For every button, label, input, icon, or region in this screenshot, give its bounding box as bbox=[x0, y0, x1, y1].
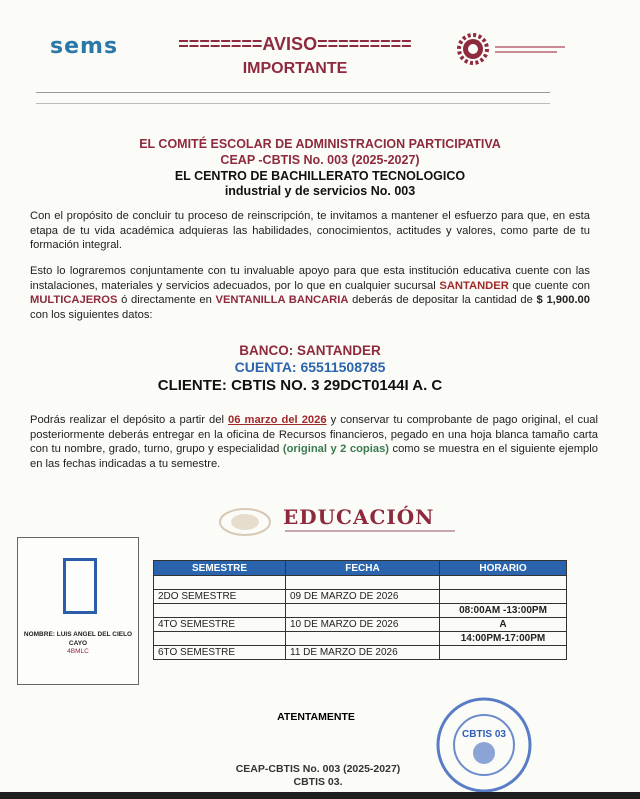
table-cell bbox=[440, 590, 567, 604]
table-cell bbox=[154, 576, 286, 590]
school-title: EL CENTRO DE BACHILLERATO TECNOLOGICO bbox=[174, 169, 466, 183]
header-horario: HORARIO bbox=[440, 561, 567, 576]
start-date: 06 marzo del 2026 bbox=[228, 414, 327, 426]
horario-cell: A bbox=[440, 618, 567, 632]
deposit-paragraph bbox=[30, 264, 590, 322]
footer-ceap: CEAP-CBTIS No. 003 (2025-2027) bbox=[235, 763, 401, 775]
header-fecha: FECHA bbox=[286, 561, 440, 576]
committee-title: EL COMITÉ ESCOLAR DE ADMINISTRACION PARTICIPATIVA bbox=[139, 137, 501, 151]
table-cell bbox=[286, 576, 440, 590]
horario-cell: 14:00PM-17:00PM bbox=[440, 632, 567, 646]
instructions-paragraph bbox=[30, 413, 598, 471]
text-span: que cuente con bbox=[508, 279, 590, 292]
gear-logo-icon bbox=[456, 32, 490, 66]
amount: $ 1,900.00 bbox=[536, 294, 590, 306]
photo-placeholder bbox=[63, 558, 97, 614]
semestre-cell: 6TO SEMESTRE bbox=[154, 646, 286, 660]
text-span: con los siguientes datos: bbox=[30, 308, 153, 321]
national-seal-icon bbox=[218, 507, 272, 537]
divider-line bbox=[36, 103, 550, 104]
text-span: Esto lo lograremos conjuntamente con tu invaluable apoyo para que esta institución educativa cuente con las instalaciones, materiales y servicios adecuados, por lo que en cualquier sucursal bbox=[30, 265, 590, 292]
table-header-row bbox=[154, 561, 567, 576]
table-row bbox=[154, 646, 567, 660]
text-span: y conservar tu comprobante de pago original, el cual posteriormente deberás entregar en la oficina de Recursos financieros, pegado en una hoja blanca tamaño carta con tu nombre, grado, turno, grupo y especialidad bbox=[30, 414, 598, 455]
importante-heading: IMPORTANTE bbox=[242, 60, 348, 77]
example-group: 4BMLC bbox=[67, 648, 89, 655]
schedule-table bbox=[153, 560, 567, 660]
semestre-cell: 4TO SEMESTRE bbox=[154, 618, 286, 632]
table-row bbox=[154, 604, 567, 618]
fecha-cell: 11 DE MARZO DE 2026 bbox=[286, 646, 440, 660]
table-row bbox=[154, 576, 567, 590]
svg-text:CBTIS 03: CBTIS 03 bbox=[462, 729, 506, 740]
footer-cbtis: CBTIS 03. bbox=[293, 776, 343, 788]
ceap-title: CEAP -CBTIS No. 003 (2025-2027) bbox=[220, 153, 420, 167]
intro-paragraph: Con el propósito de concluir tu proceso de reinscripción, te invitamos a mantener el esfuerzo para que, en esta etapa de tu vida académica adquieras las habilidades, conocimientos, actitudes y valores, como parte de tu formación integral. bbox=[30, 210, 590, 251]
santander-highlight: SANTANDER bbox=[439, 279, 509, 292]
header-semestre: SEMESTRE bbox=[154, 561, 286, 576]
sems-logo: sems bbox=[50, 34, 119, 59]
table-cell bbox=[154, 604, 286, 618]
table-cell bbox=[286, 632, 440, 646]
horario-cell: 08:00AM -13:00PM bbox=[440, 604, 567, 618]
semestre-cell: 2DO SEMESTRE bbox=[154, 590, 286, 604]
institution-logo-text-icon bbox=[495, 44, 567, 58]
bank-account: CUENTA: 65511508785 bbox=[234, 359, 386, 375]
copies-note: (original y 2 copias) bbox=[282, 443, 390, 455]
table-cell bbox=[440, 646, 567, 660]
text-span: como se muestra en el siguiente ejemplo en las fechas indicadas a tu semestre. bbox=[30, 443, 598, 470]
text-span: deberás de depositar la cantidad de bbox=[348, 294, 537, 306]
divider-line bbox=[36, 92, 550, 93]
table-cell bbox=[440, 576, 567, 590]
atentamente-label: ATENTAMENTE bbox=[277, 711, 355, 723]
educacion-subtitle-icon bbox=[285, 529, 485, 534]
fecha-cell: 10 DE MARZO DE 2026 bbox=[286, 618, 440, 632]
table-row bbox=[154, 590, 567, 604]
example-name: NOMBRE: LUIS ANGEL DEL CIELO CAYO bbox=[23, 631, 133, 647]
text-span: ó directamente en bbox=[117, 294, 216, 306]
bank-name: BANCO: SANTANDER bbox=[239, 343, 381, 358]
educacion-logo: EDUCACIÓN bbox=[283, 505, 435, 529]
table-row bbox=[154, 632, 567, 646]
multicajeros-highlight: MULTICAJEROS bbox=[30, 294, 118, 306]
bottom-edge bbox=[0, 792, 640, 799]
table-cell bbox=[154, 632, 286, 646]
table-row bbox=[154, 618, 567, 632]
aviso-heading: ========AVISO========= bbox=[178, 34, 412, 54]
fecha-cell: 09 DE MARZO DE 2026 bbox=[286, 590, 440, 604]
bank-client: CLIENTE: CBTIS NO. 3 29DCT0144I A. C bbox=[157, 377, 443, 394]
example-sheet bbox=[17, 537, 139, 685]
ventanilla-highlight: VENTANILLA BANCARIA bbox=[215, 294, 349, 306]
text-span: Podrás realizar el depósito a partir del bbox=[30, 414, 229, 426]
table-cell bbox=[286, 604, 440, 618]
school-subtitle: industrial y de servicios No. 003 bbox=[224, 184, 416, 198]
